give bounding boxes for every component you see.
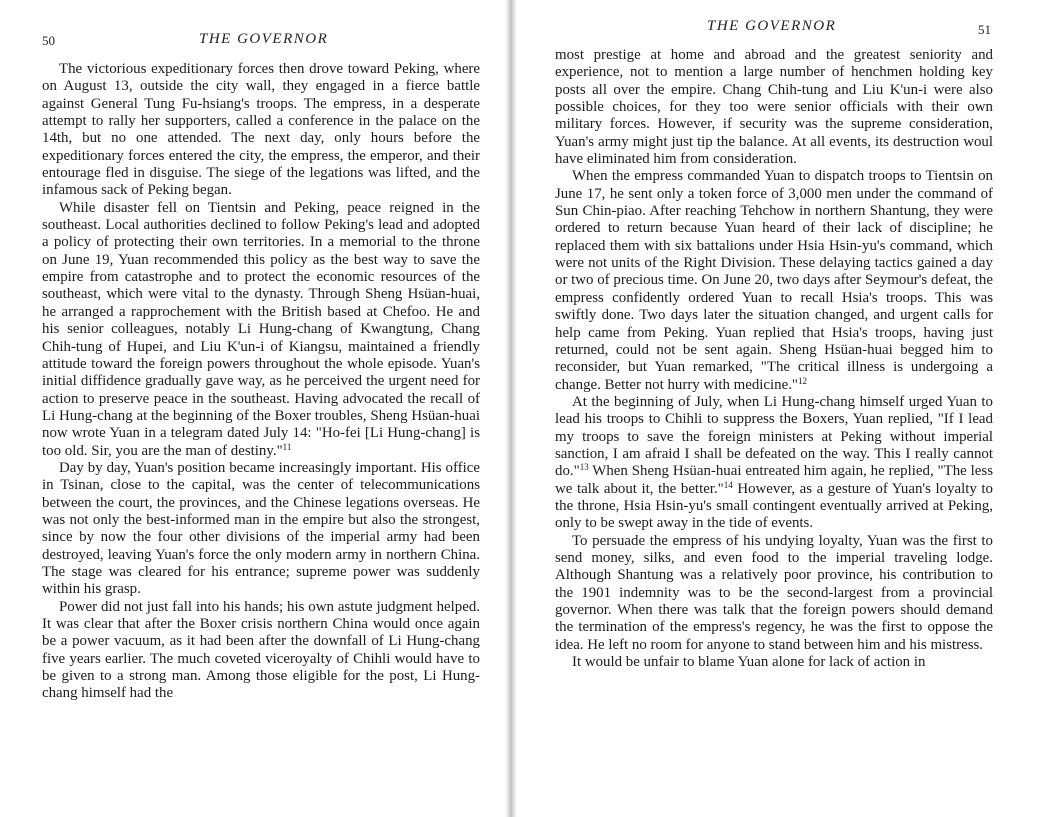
footnote-marker: 11 bbox=[282, 441, 292, 452]
paragraph: To persuade the empress of his undying loyalty, Yuan was the first to send money, silks, and even food to the imperial traveling lodge. Although Shantung was a relatively poor province, his contribution to the 1901 indemnity was to be the second-largest from a provincial governor. When there was talk that the foreign powers should demand the termination of the empress's regency, he was the first to oppose the idea. He left no room for anyone to stand between him and his mistress. bbox=[555, 532, 993, 653]
book-gutter bbox=[505, 0, 517, 817]
running-head: THE GOVERNOR bbox=[199, 31, 329, 47]
paragraph: When the empress commanded Yuan to dispatch troops to Tientsin on June 17, he sent only a token force of 3,000 men under the command of Sun Chin-piao. After reaching Tehchow in northern Shantung, they were ordered to return because Yuan heard of their lack of discipline; he replaced them with six battalions under Hsia Hsin-yu's command, which were not units of the Right Division. These delaying tactics gained a day or two of precious time. On June 20, two days after Seymour's defeat, the empress confidently ordered Yuan to recall Hsia's troops. This was swiftly done. Two days later the situation changed, and urgent calls for help came from Peking. Yuan replied that Hsia's troops, having just returned, could not be sent again. Sheng Hsüan-huai begged him to reconsider, but Yuan remarked, "The critical illness is undergoing a change. Better not hurry with medicine."$^{12}$ bbox=[555, 168, 993, 393]
footnote-marker: 14 bbox=[723, 479, 733, 490]
paragraph: Power did not just fall into his hands; his own astute judgment helped. It was clear that after the Boxer crisis northern China would once again be a power vacuum, as it had been after the downfall of Li Hung-chang five years earlier. The much coveted viceroyalty of Chihli would have to be given to a strong man. Among those eligible for the post, Li Hung-chang himself had the bbox=[42, 598, 480, 702]
page-number: 50 bbox=[42, 33, 55, 48]
left-page bbox=[0, 0, 505, 817]
paragraph: Day by day, Yuan's position became increasingly important. His office in Tsinan, close to the capital, was the center of telecommunications between the court, the provinces, and the Chinese legations overseas. He was not only the best-informed man in the empire but also the strongest, since by now the four other divisions of the imperial army had been destroyed, leaving Yuan's force the only modern army in northern China. The stage was cleared for his entrance; supreme power was suddenly within his grasp. bbox=[42, 459, 480, 598]
paragraph: The victorious expeditionary forces then drove toward Peking, where on August 13, outside the city wall, they engaged in a fierce battle against General Tung Fu-hsiang's troops. The empress, in a desperate attempt to rally her supporters, called a conference in the palace on the 14th, but no one attended. The next day, only hours before the expeditionary forces entered the city, the empress, the emperor, and their entourage fled in disguise. The siege of the legations was lifted, and the infamous sack of Peking began. bbox=[42, 61, 480, 199]
footnote-marker: 13 bbox=[579, 462, 589, 473]
paragraph: While disaster fell on Tientsin and Peking, peace reigned in the southeast. Local authorities declined to follow Peking's lead and adopted a policy of protecting their own territories. In a memorial to the throne on June 19, Yuan recommended this policy as the best way to save the empire from catastrophe and to protect the economic resources of the southeast, which were vital to the dynasty. Through Sheng Hsüan-huai, he arranged a rapprochement with the British based at Chefoo. He and his senior colleagues, notably Li Hung-chang of Kwangtung, Chang Chih-tung of Hupei, and Liu K'un-i of Kiangsu, maintained a friendly attitude toward the foreign powers throughout the whole episode. Yuan's initial diffidence gradually gave way, as he perceived the urgent need for action to preserve peace in the southeast. Having advocated the recall of Li Hung-chang at the beginning of the Boxer troubles, Sheng Hsüan-huai now wrote Yuan in a telegram dated July 14: "Ho-fei [Li Hung-chang] is too old. Sir, you are the man of destiny."$^{11}$ bbox=[42, 199, 480, 459]
body-text bbox=[42, 61, 480, 703]
body-text bbox=[555, 47, 993, 671]
right-page bbox=[517, 0, 1051, 817]
running-head: THE GOVERNOR bbox=[707, 18, 837, 34]
page-number: 51 bbox=[978, 22, 991, 37]
footnote-marker: 12 bbox=[798, 375, 808, 386]
paragraph: It would be unfair to blame Yuan alone for lack of action in bbox=[572, 654, 926, 671]
paragraph: At the beginning of July, when Li Hung-chang himself urged Yuan to lead his troops to Chihli to suppress the Boxers, Yuan replied, "If I lead my troops to save the foreign ministers at Peking without imperial sanction, I am afraid I shall be defeated on the way. This I really cannot do."$^{13}$ When Sheng Hsüan-huai entreated him again, he replied, "The less we talk about it, the better."$^{14}$ However, as a gesture of Yuan's loyalty to the throne, Hsia Hsin-yu's small contingent eventually arrived at Peking, only to be swept away in the tide of events. bbox=[555, 393, 993, 532]
paragraph: most prestige at home and abroad and the greatest seniority and experience, not to mention a large number of henchmen holding key posts all over the empire. Chang Chih-tung and Liu K'un-i were also possible choices, for they too were senior officials with their own military forces. However, if security was the supreme consideration, Yuan's army might just tip the balance. At all events, its destruction woul have eliminated him from consideration. bbox=[555, 47, 993, 168]
